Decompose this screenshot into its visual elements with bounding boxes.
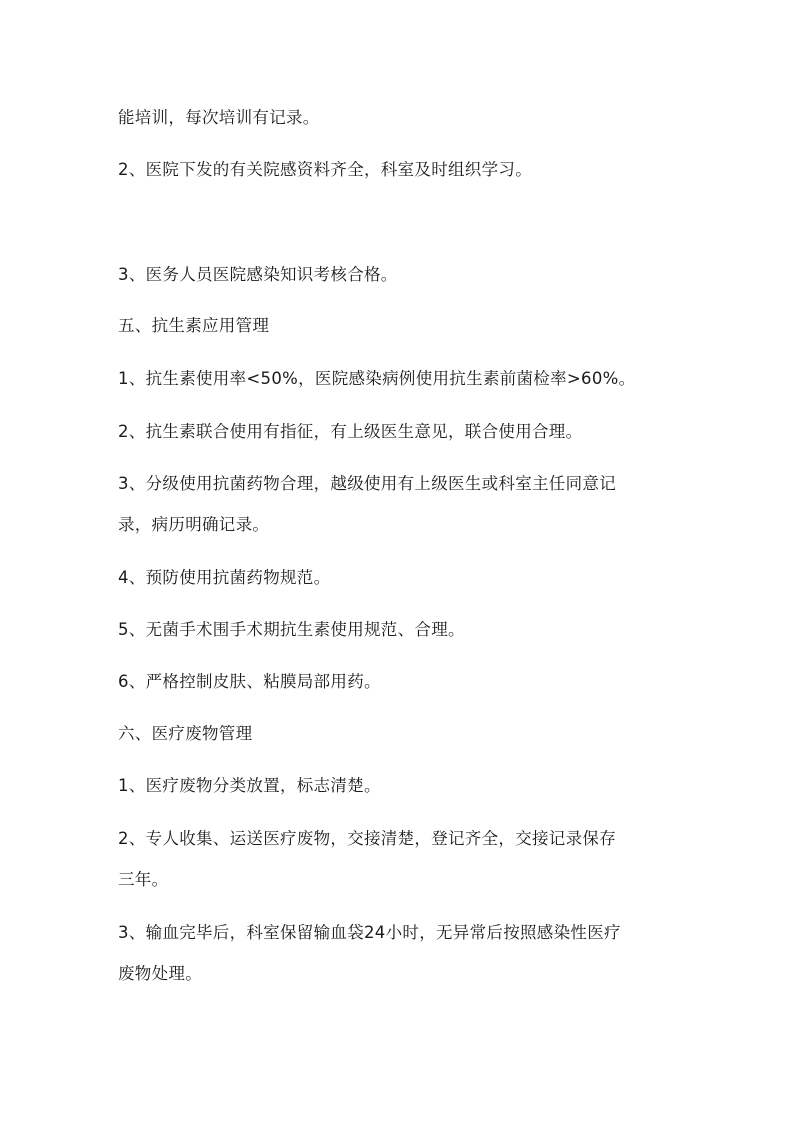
paragraph-line: 1、抗生素使用率<50%，医院感染病例使用抗生素前菌检率>60%。 — [118, 369, 636, 388]
paragraph-line: 3、输血完毕后，科室保留输血袋24小时，无异常后按照感染性医疗 — [118, 923, 621, 942]
paragraph-line: 能培训，每次培训有记录。 — [118, 108, 320, 127]
paragraph-line: 3、分级使用抗菌药物合理，越级使用有上级医生或科室主任同意记 — [118, 474, 616, 493]
paragraph-line: 5、无菌手术围手术期抗生素使用规范、合理。 — [118, 620, 465, 639]
paragraph-line: 1、医疗废物分类放置，标志清楚。 — [118, 776, 381, 795]
paragraph-line: 2、抗生素联合使用有指征，有上级医生意见，联合使用合理。 — [118, 422, 583, 441]
paragraph-line: 废物处理。 — [118, 964, 202, 983]
paragraph-line: 2、专人收集、运送医疗废物，交接清楚，登记齐全，交接记录保存 — [118, 829, 616, 848]
paragraph-line: 录，病历明确记录。 — [118, 515, 270, 534]
paragraph-line: 2、医院下发的有关院感资料齐全，科室及时组织学习。 — [118, 160, 532, 179]
paragraph-line: 三年。 — [118, 870, 169, 889]
paragraph-line: 3、医务人员医院感染知识考核合格。 — [118, 265, 398, 284]
section-heading: 五、抗生素应用管理 — [118, 316, 270, 335]
paragraph-line: 4、预防使用抗菌药物规范。 — [118, 568, 331, 587]
section-heading: 六、医疗废物管理 — [118, 724, 253, 743]
paragraph-line: 6、严格控制皮肤、粘膜局部用药。 — [118, 672, 381, 691]
